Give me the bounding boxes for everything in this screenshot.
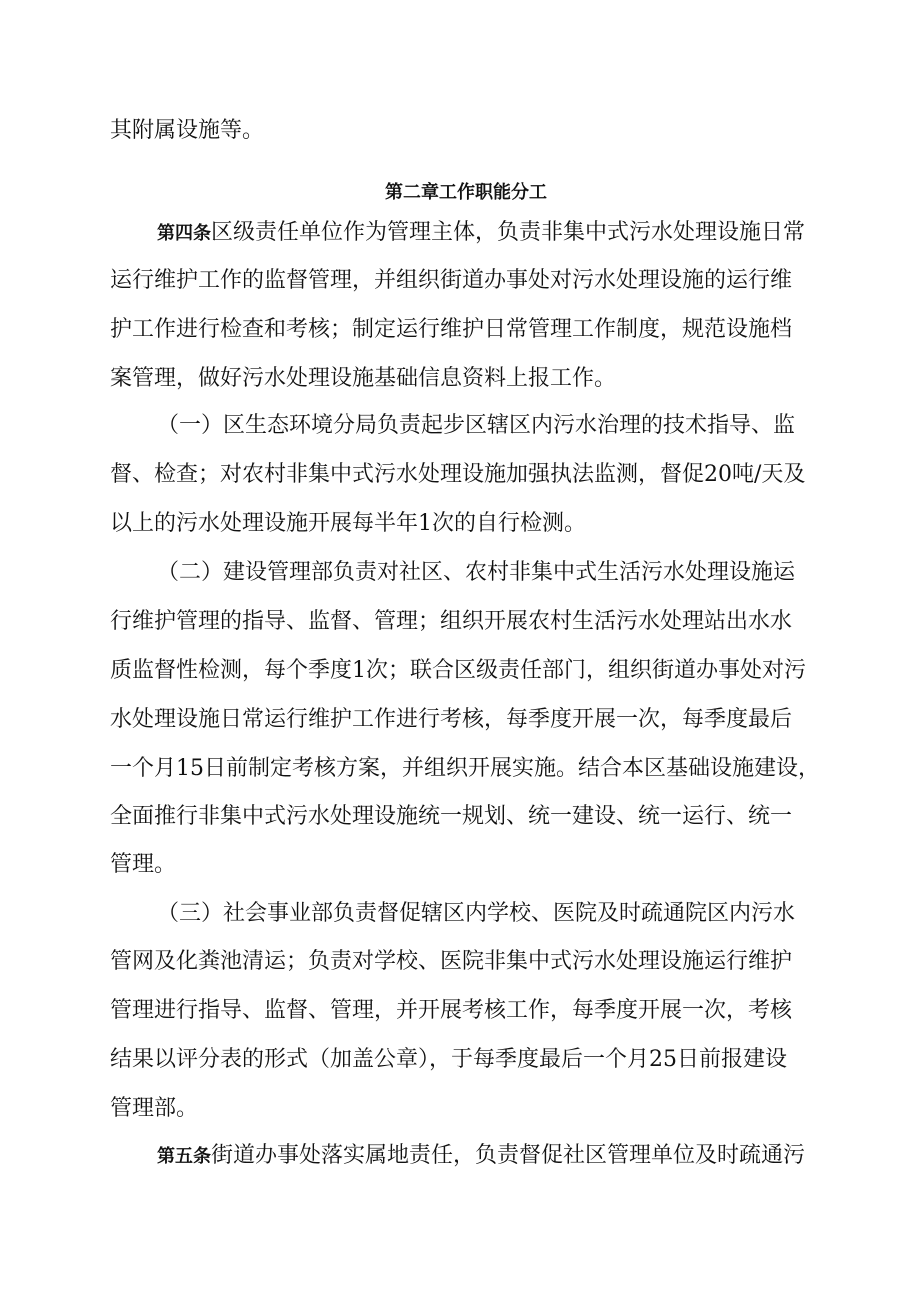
text-line: （一）区生态环境分局负责起步区辖区内污水治理的技术指导、监 — [157, 413, 796, 438]
text-line: 以上的污水处理设施开展每半年1次的自行检测。 — [110, 511, 586, 536]
text-line: （三）社会事业部负责督促辖区内学校、医院及时疏通院区内污水 — [157, 901, 796, 926]
chapter-heading: 第二章工作职能分工 — [385, 182, 547, 203]
text-line: 其附属设施等。 — [110, 118, 265, 143]
text-line: 行维护管理的指导、监督、管理；组织开展农村生活污水处理站出水水 — [110, 609, 793, 634]
text-line: 督、检查；对农村非集中式污水处理设施加强执法监测，督促20吨/天及 — [110, 462, 806, 487]
text-fragment: 街道办事处落实属地责任，负责督促社区管理单位及时疏通污 — [211, 1143, 806, 1168]
article-paragraph-line — [157, 222, 805, 244]
text-line: 质监督性检测，每个季度1次；联合区级责任部门，组织街道办事处对污 — [110, 658, 806, 683]
article-label: 第四条 — [157, 223, 211, 244]
article-paragraph-line — [157, 1145, 805, 1167]
text-line: 管理进行指导、监督、管理，并开展考核工作，每季度开展一次，考核 — [110, 998, 793, 1023]
text-line: 全面推行非集中式污水处理设施统一规划、统一建设、统一运行、统一 — [110, 804, 793, 829]
text-line: 管网及化粪池清运；负责对学校、医院非集中式污水处理设施运行维护 — [110, 949, 793, 974]
text-line: 运行维护工作的监督管理，并组织街道办事处对污水处理设施的运行维 — [110, 268, 793, 293]
text-line: 结果以评分表的形式（加盖公章），于每季度最后一个月25日前报建设 — [110, 1047, 787, 1072]
text-line: 案管理，做好污水处理设施基础信息资料上报工作。 — [110, 366, 617, 391]
text-line: （二）建设管理部负责对社区、农村非集中式生活污水处理设施运 — [157, 560, 796, 585]
text-line: 管理。 — [110, 852, 177, 877]
text-line: 护工作进行检查和考核；制定运行维护日常管理工作制度，规范设施档 — [110, 317, 793, 342]
text-line: 管理部。 — [110, 1096, 199, 1121]
text-line: 水处理设施日常运行维护工作进行考核，每季度开展一次，每季度最后 — [110, 707, 793, 732]
article-label: 第五条 — [157, 1146, 211, 1167]
text-fragment: 区级责任单位作为管理主体，负责非集中式污水处理设施日常 — [211, 220, 806, 245]
text-line: 一个月15日前制定考核方案，并组织开展实施。结合本区基础设施建设， — [110, 756, 820, 781]
